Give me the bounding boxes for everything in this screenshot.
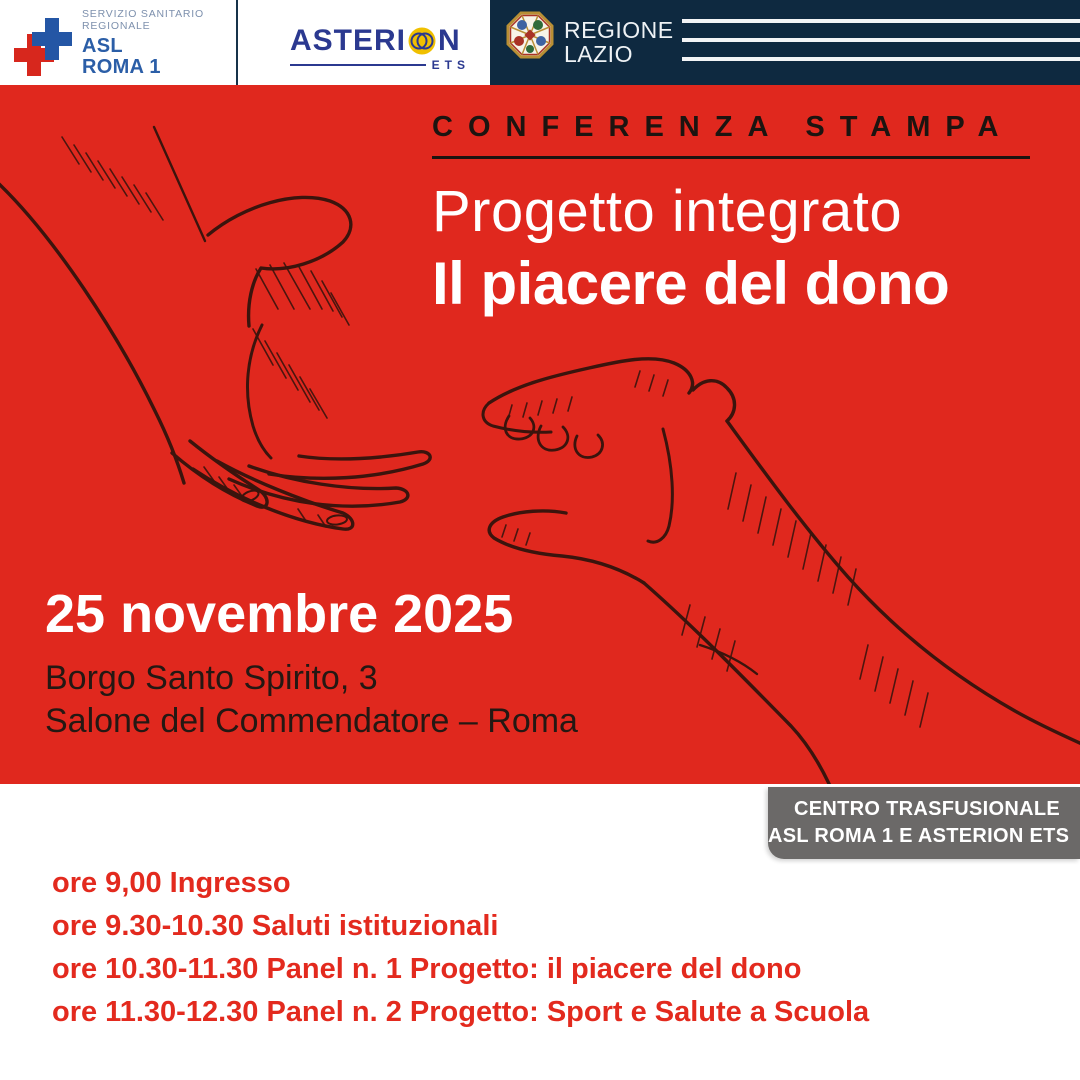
asl-logo-text: [82, 8, 232, 78]
regione-line2: LAZIO: [564, 41, 633, 67]
regione-lazio-emblem-icon: [506, 11, 554, 59]
asl-roma1-logo: [12, 6, 232, 81]
event-address-line2: Salone del Commendatore – Roma: [45, 702, 578, 740]
header-bar: [0, 0, 1080, 85]
schedule-item: ore 11.30-12.30 Panel n. 2 Progetto: Sport e Salute a Scuola: [52, 996, 870, 1028]
regione-lazio-logo: [490, 0, 1080, 85]
kicker-underline: [432, 156, 1030, 159]
schedule-section: [52, 862, 869, 1034]
regione-lazio-text: [564, 18, 674, 66]
asl-tagline: SERVIZIO SANITARIO REGIONALE: [82, 8, 204, 32]
hero-section: [0, 85, 1080, 784]
schedule-item: ore 10.30-11.30 Panel n. 1 Progetto: il piacere del dono: [52, 953, 802, 985]
asl-name-line2: ROMA 1: [82, 56, 161, 78]
asterion-wordmark: [290, 25, 470, 57]
badge-line2: ASL ROMA 1 E ASTERION ETS: [768, 825, 1070, 847]
asterion-name-right: N: [438, 24, 461, 57]
header-divider: [236, 0, 238, 85]
asterion-name-left: ASTERI: [290, 24, 407, 57]
event-address-line1: Borgo Santo Spirito, 3: [45, 659, 378, 697]
title-line2: Il piacere del dono: [432, 250, 950, 317]
regione-line1: REGIONE: [564, 17, 674, 43]
asterion-rings-icon: [407, 26, 437, 56]
badge-line1: CENTRO TRASFUSIONALE: [794, 798, 1060, 820]
hero-text-block: [432, 111, 1032, 319]
title-line1: Progetto integrato: [432, 179, 903, 244]
asterion-ets-row: [290, 58, 470, 72]
asl-cross-icon: [14, 16, 78, 78]
asl-name-line1: ASL: [82, 35, 123, 57]
asterion-underline: [290, 64, 426, 66]
schedule-item: ore 9.30-10.30 Saluti istituzionali: [52, 910, 499, 942]
organizer-badge: [768, 787, 1080, 859]
kicker: CONFERENZA STAMPA: [432, 111, 1014, 143]
event-info: [45, 583, 578, 743]
event-date: 25 novembre 2025: [45, 584, 514, 644]
schedule-item: ore 9,00 Ingresso: [52, 867, 291, 899]
asterion-logo: [290, 25, 470, 72]
asterion-ets-label: ETS: [431, 58, 470, 72]
decorative-lines: [682, 0, 1080, 85]
